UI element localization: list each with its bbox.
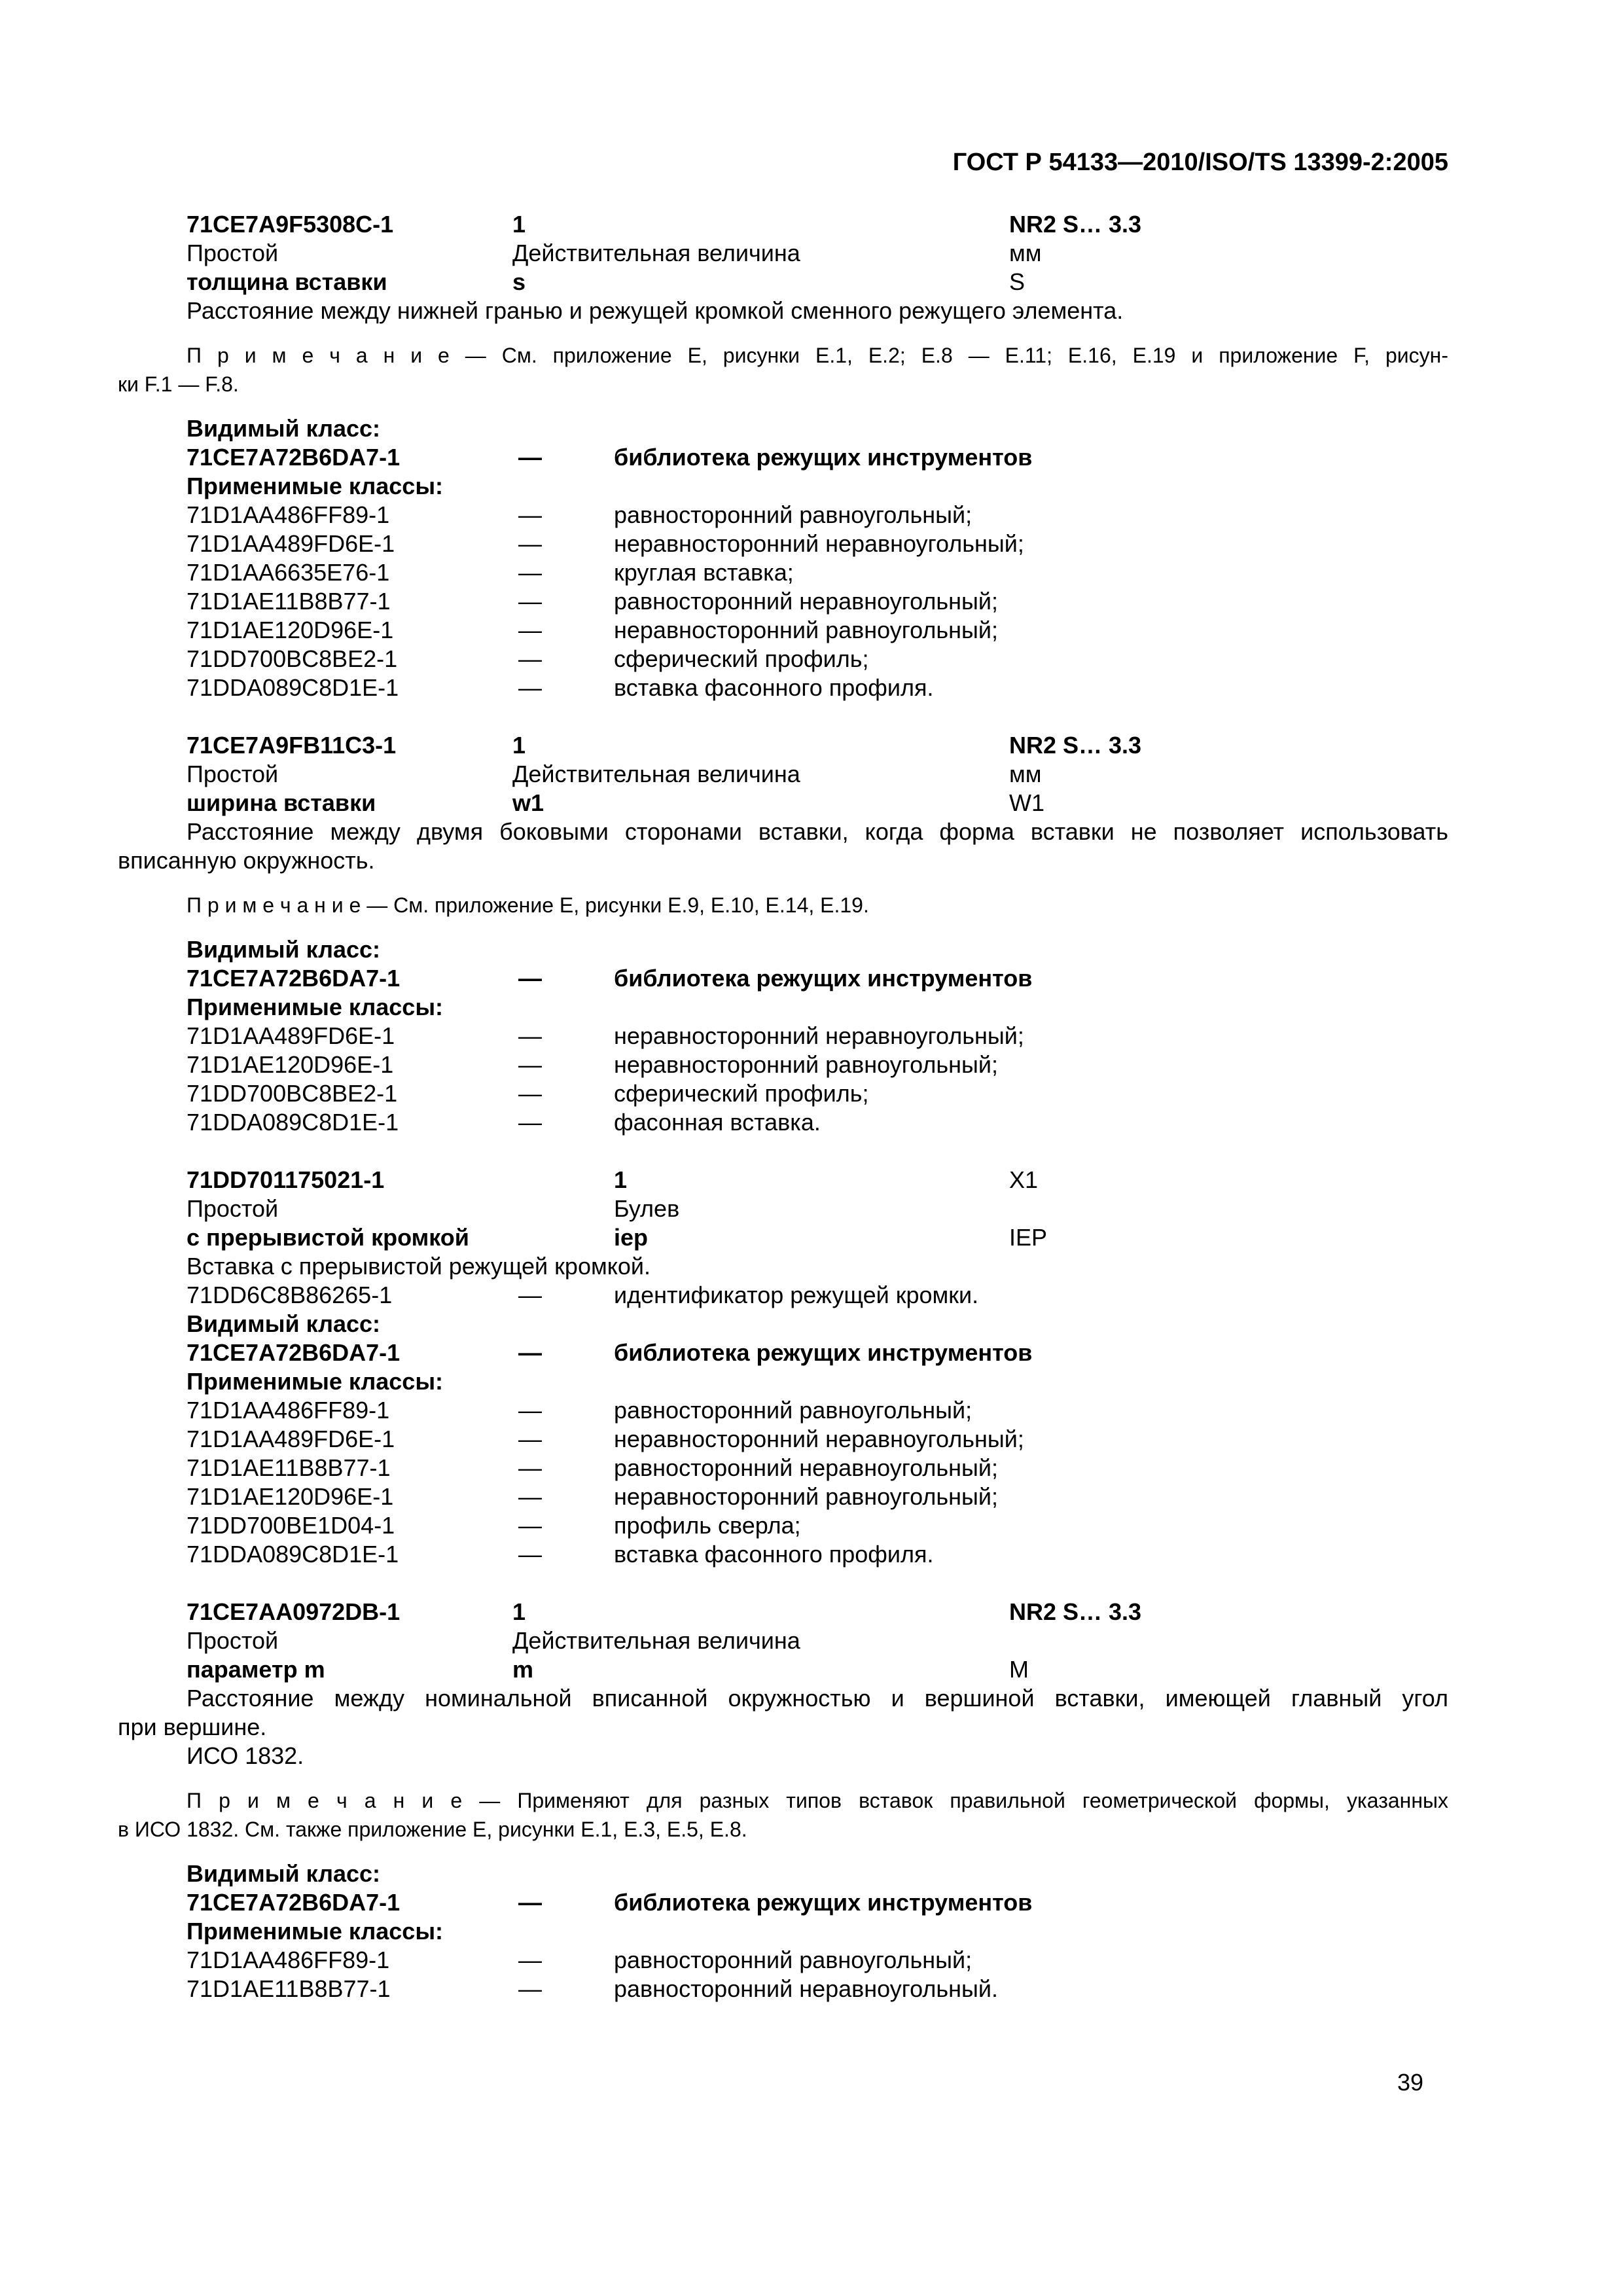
note-line: П р и м е ч а н и е — См. приложение Е, рисунки Е.1, Е.2; Е.8 — Е.11; Е.16, Е.19 и приложение F, рисун- [187,344,1448,367]
class-description: неравносторонний неравноугольный; [614,1022,1024,1049]
class-section-label: Применимые классы: [187,473,444,499]
attr-value: Булев [614,1195,680,1222]
class-row [118,1396,1448,1425]
class-row [118,673,1448,702]
attribute-row [118,1166,1448,1194]
class-row [118,501,1448,529]
dash-separator: — [518,674,542,701]
class-section-label: Применимые классы: [187,1368,444,1395]
attr-code: M [1009,1656,1029,1683]
class-description: равносторонний равноугольный; [614,501,972,528]
note-line: П р и м е ч а н и е — См. приложение Е, рисунки Е.9, Е.10, Е.14, Е.19. [187,893,869,917]
class-code: 71D1AA486FF89-1 [187,1946,390,1973]
spacer [118,875,1448,891]
class-code: 71DDA089C8D1E-1 [187,1541,399,1568]
class-row [118,443,1448,472]
note-line: П р и м е ч а н и е — Применяют для разных типов вставок правильной геометрической формы, указанных [187,1789,1448,1812]
class-description: профиль сверла; [614,1512,801,1539]
attr-id: 71CE7A9F5308C-1 [187,211,394,238]
description-line: ИСО 1832. [187,1742,304,1769]
attr-id: Простой [187,761,279,787]
attr-id: параметр m [187,1656,325,1683]
dash-separator: — [518,1541,542,1568]
class-section-label: Видимый класс: [187,1860,380,1887]
class-row [118,1108,1448,1137]
class-description: неравносторонний равноугольный; [614,1483,998,1510]
class-row [118,587,1448,616]
class-code: 71D1AA486FF89-1 [187,501,390,528]
class-description: библиотека режущих инструментов [614,1339,1033,1366]
class-description: неравносторонний неравноугольный; [614,530,1024,557]
class-section-label-row [118,472,1448,501]
spacer [118,702,1448,731]
dash-separator: — [518,501,542,528]
class-row [118,964,1448,993]
attr-id: ширина вставки [187,789,376,816]
class-code: 71D1AA489FD6E-1 [187,1426,395,1452]
class-description: вставка фасонного профиля. [614,674,934,701]
dash-separator: — [518,1426,542,1452]
attribute-row [118,1223,1448,1252]
attr-code: S [1009,268,1026,295]
attr-value: 1 [512,1598,526,1625]
class-row [118,529,1448,558]
class-description: сферический профиль; [614,1080,869,1107]
class-code: 71D1AE120D96E-1 [187,1483,394,1510]
description-line: Расстояние между номинальной вписанной окружностью и вершиной вставки, имеющей главный угол [187,1685,1448,1712]
spacer [118,325,1448,341]
dash-separator: — [518,1339,542,1366]
attr-value: 1 [512,732,526,759]
attr-value: Действительная величина [512,240,800,266]
class-description: равносторонний неравноугольный; [614,1454,998,1481]
attribute-row [118,1598,1448,1626]
spacer [118,399,1448,414]
class-code: 71D1AE11B8B77-1 [187,588,391,615]
class-code: 71D1AE11B8B77-1 [187,1975,391,2002]
dash-separator: — [518,1975,542,2002]
spacer [118,1770,1448,1786]
attribute-row [118,760,1448,789]
class-row [118,558,1448,587]
class-section-label: Применимые классы: [187,994,444,1020]
attr-id: 71CE7AA0972DB-1 [187,1598,401,1625]
class-description: неравносторонний неравноугольный; [614,1426,1024,1452]
attribute-row [118,731,1448,760]
attribute-row [118,239,1448,268]
dash-separator: — [518,1483,542,1510]
dash-separator: — [518,444,542,471]
attr-id: 71CE7A9FB11C3-1 [187,732,397,759]
dash-separator: — [518,1282,542,1308]
class-code: 71CE7A72B6DA7-1 [187,444,401,471]
dash-separator: — [518,1080,542,1107]
class-row [118,1482,1448,1511]
dash-separator: — [518,1109,542,1136]
spacer [118,1569,1448,1598]
attribute-row [118,210,1448,239]
class-section-label-row [118,1367,1448,1396]
attr-code: мм [1009,761,1042,787]
class-section-label-row [118,414,1448,443]
class-description: библиотека режущих инструментов [614,1889,1033,1916]
description-line: при вершине. [118,1713,267,1740]
attribute-row [118,1626,1448,1655]
spacer [118,1844,1448,1859]
dash-separator: — [518,1397,542,1424]
class-row [118,1975,1448,2003]
class-description: вставка фасонного профиля. [614,1541,934,1568]
class-code: 71D1AE11B8B77-1 [187,1454,391,1481]
class-section-label: Видимый класс: [187,415,380,442]
class-row [118,1050,1448,1079]
document-header: ГОСТ Р 54133—2010/ISO/TS 13399-2:2005 [952,149,1448,176]
class-row [118,1338,1448,1367]
class-row [118,1079,1448,1108]
class-code: 71DD700BE1D04-1 [187,1512,395,1539]
attr-id: Простой [187,1627,279,1654]
dash-separator: — [518,1454,542,1481]
class-section-label: Применимые классы: [187,1918,444,1945]
spacer [118,920,1448,935]
attr-id: 71DD701175021-1 [187,1166,385,1193]
class-description: круглая вставка; [614,559,794,586]
attr-id: с прерывистой кромкой [187,1224,469,1251]
attr-value: m [512,1656,534,1683]
attr-value: Действительная величина [512,1627,800,1654]
class-code: 71D1AA6635E76-1 [187,559,390,586]
class-code: 71CE7A72B6DA7-1 [187,1889,401,1916]
class-description: идентификатор режущей кромки. [614,1282,979,1308]
attr-code: W1 [1009,789,1044,816]
class-row [118,645,1448,673]
class-code: 71D1AA489FD6E-1 [187,530,395,557]
class-code: 71DDA089C8D1E-1 [187,1109,399,1136]
dash-separator: — [518,588,542,615]
dash-separator: — [518,1051,542,1078]
dash-separator: — [518,1512,542,1539]
attr-code: IEP [1009,1224,1048,1251]
class-section-label-row [118,935,1448,964]
class-code: 71D1AE120D96E-1 [187,617,394,643]
class-row [118,1425,1448,1454]
class-section-label: Видимый класс: [187,1310,380,1337]
class-code: 71DDA089C8D1E-1 [187,674,399,701]
class-section-label-row [118,1917,1448,1946]
dash-separator: — [518,965,542,992]
dash-separator: — [518,530,542,557]
attr-code: NR2 S… 3.3 [1009,1598,1142,1625]
class-description: равносторонний равноугольный; [614,1946,972,1973]
attr-value: Действительная величина [512,761,800,787]
dash-separator: — [518,617,542,643]
class-code: 71D1AA489FD6E-1 [187,1022,395,1049]
class-description: сферический профиль; [614,645,869,672]
attr-value: iep [614,1224,649,1251]
class-code: 71DD700BC8BE2-1 [187,1080,398,1107]
attr-id: Простой [187,240,279,266]
attr-code: NR2 S… 3.3 [1009,211,1142,238]
attr-value: 1 [512,211,526,238]
attr-code: X1 [1009,1166,1039,1193]
class-section-label-row [118,993,1448,1022]
class-row [118,1888,1448,1917]
class-row [118,1281,1448,1310]
dash-separator: — [518,1022,542,1049]
class-code: 71CE7A72B6DA7-1 [187,1339,401,1366]
attr-code: мм [1009,240,1042,266]
class-row [118,1540,1448,1569]
dash-separator: — [518,559,542,586]
class-description: библиотека режущих инструментов [614,444,1033,471]
description-line: Расстояние между нижней гранью и режущей кромкой сменного режущего элемента. [187,297,1124,324]
attr-value: s [512,268,526,295]
attr-value: w1 [512,789,544,816]
dash-separator: — [518,1946,542,1973]
class-description: равносторонний неравноугольный; [614,588,998,615]
spacer [118,1137,1448,1166]
dash-separator: — [518,645,542,672]
class-row [118,1454,1448,1482]
class-description: равносторонний неравноугольный. [614,1975,998,2002]
page-number: 39 [1397,2069,1423,2096]
class-code: 71DD700BC8BE2-1 [187,645,398,672]
attribute-row [118,789,1448,817]
class-code: 71D1AA486FF89-1 [187,1397,390,1424]
class-row [118,1511,1448,1540]
note-line: в ИСО 1832. См. также приложение Е, рисунки Е.1, Е.3, Е.5, Е.8. [118,1818,747,1841]
class-section-label: Видимый класс: [187,936,380,963]
attribute-row [118,1655,1448,1684]
class-code: 71D1AE120D96E-1 [187,1051,394,1078]
class-row [118,1946,1448,1975]
class-description: равносторонний равноугольный; [614,1397,972,1424]
description-line: вписанную окружность. [118,847,375,874]
class-description: фасонная вставка. [614,1109,821,1136]
class-code: 71CE7A72B6DA7-1 [187,965,401,992]
note-line: ки F.1 — F.8. [118,372,239,396]
class-row [118,616,1448,645]
attr-id: Простой [187,1195,279,1222]
description-line: Расстояние между двумя боковыми сторонами вставки, когда форма вставки не позволяет использовать [187,818,1448,845]
class-code: 71DD6C8B86265-1 [187,1282,393,1308]
class-description: неравносторонний равноугольный; [614,617,998,643]
class-row [118,1022,1448,1050]
dash-separator: — [518,1889,542,1916]
attr-value: 1 [614,1166,628,1193]
class-description: библиотека режущих инструментов [614,965,1033,992]
class-section-label-row [118,1310,1448,1338]
description-line: Вставка с прерывистой режущей кромкой. [187,1253,651,1280]
attr-code: NR2 S… 3.3 [1009,732,1142,759]
attribute-row [118,268,1448,296]
class-description: неравносторонний равноугольный; [614,1051,998,1078]
document-body [118,210,1448,2003]
attr-id: толщина вставки [187,268,387,295]
attribute-row [118,1194,1448,1223]
class-section-label-row [118,1859,1448,1888]
